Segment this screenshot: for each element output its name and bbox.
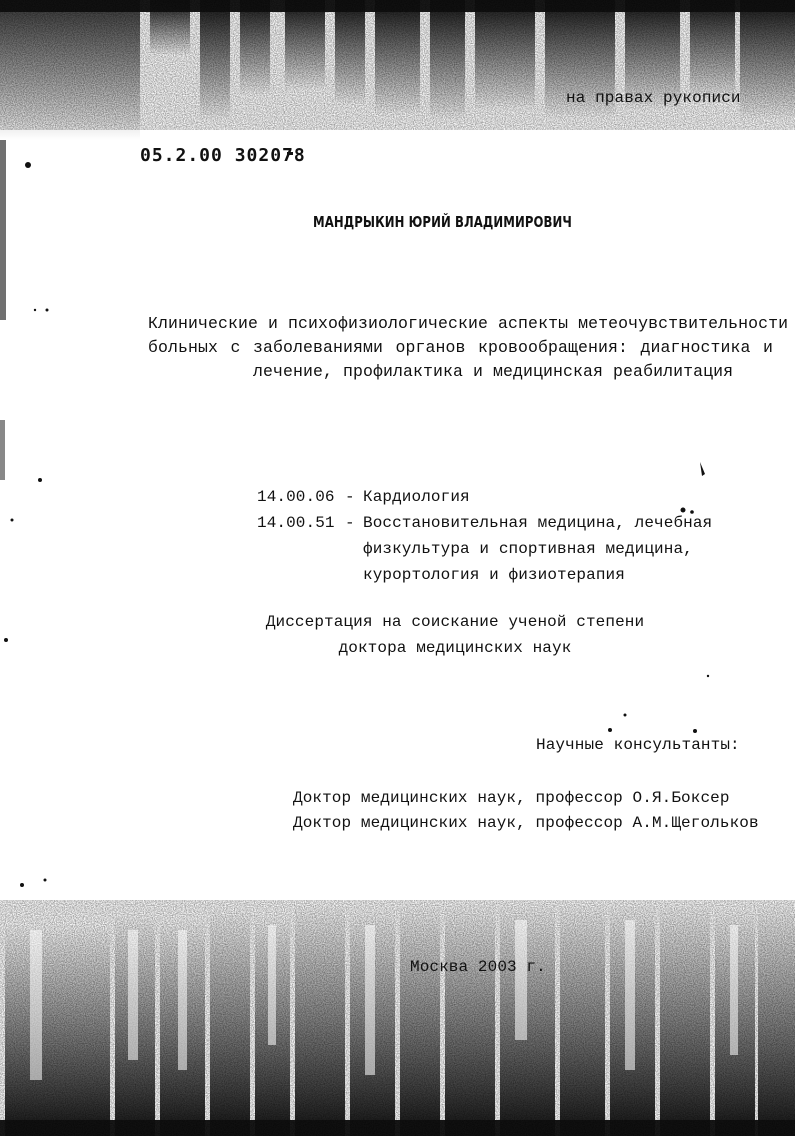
specialty-row	[257, 484, 712, 510]
consultant-entry: Доктор медицинских наук, профессор А.М.Щегольков	[293, 814, 759, 832]
title-line: лечение, профилактика и медицинская реабилитация	[253, 362, 734, 381]
specialty-row	[257, 510, 712, 536]
specialty-dash: -	[345, 488, 355, 506]
consultants-list	[293, 786, 759, 836]
specialty-dash: -	[345, 514, 355, 532]
specialty-continuation-line: курортология и физиотерапия	[363, 566, 625, 584]
degree-line: Диссертация на соискание ученой степени	[265, 613, 645, 631]
left-edge-specks	[0, 140, 49, 887]
specialty-list	[257, 484, 712, 588]
specialty-code: 14.00.06	[257, 488, 335, 506]
manuscript-rights-notice: на правах рукописи	[566, 89, 741, 107]
specialty-code: 14.00.51	[257, 514, 335, 532]
specialty-name: Кардиология	[363, 488, 470, 506]
dissertation-title	[148, 312, 789, 384]
title-line: Клинические и психофизиологические аспекты метеочувствительности	[148, 314, 789, 333]
bottom-scan-band	[0, 900, 795, 1136]
title-line: больных с заболеваниями органов кровообращения: диагностика и	[148, 338, 773, 357]
degree-statement	[263, 609, 647, 661]
top-scan-band	[0, 0, 795, 140]
specialty-continuation-line: физкультура и спортивная медицина,	[363, 540, 693, 558]
specialty-name: Восстановительная медицина, лечебная	[363, 514, 713, 532]
consultant-entry: Доктор медицинских наук, профессор О.Я.Боксер	[293, 789, 730, 807]
author-name: МАНДРЫКИН ЮРИЙ ВЛАДИМИРОВИЧ	[313, 213, 572, 231]
consultants-heading: Научные консультанты:	[536, 736, 740, 754]
catalog-code: 05.2.00 302078	[140, 145, 306, 166]
city-year: Москва 2003 г.	[410, 958, 546, 976]
degree-line: доктора медицинских наук	[338, 639, 572, 657]
